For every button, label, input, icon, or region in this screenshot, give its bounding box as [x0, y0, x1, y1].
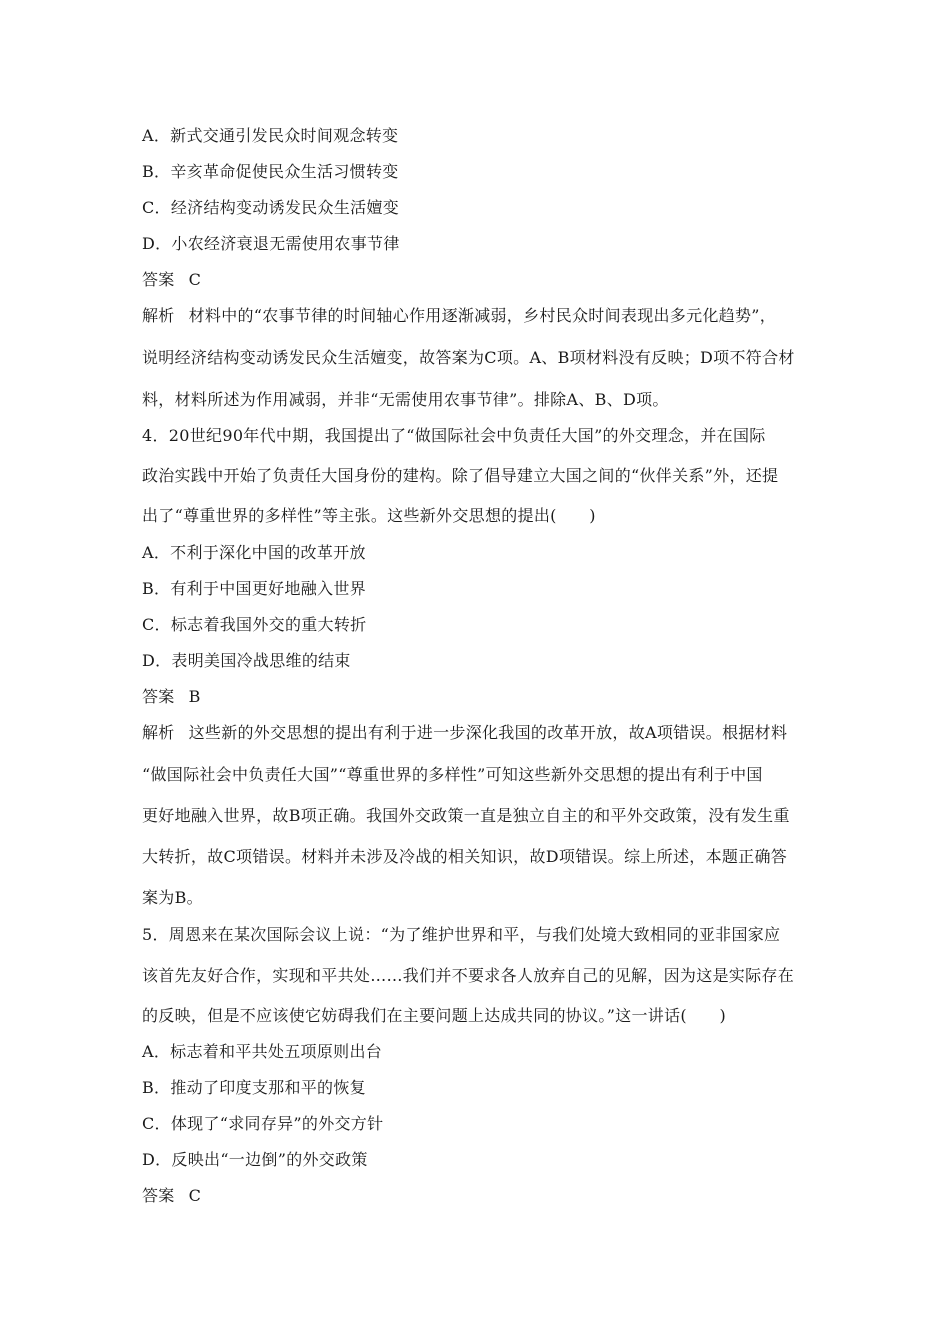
- q4-option-a: A．不利于深化中国的改革开放: [142, 543, 366, 562]
- q3-option-a: A．新式交通引发民众时间观念转变: [142, 126, 399, 145]
- q5-option-d: D．反映出“一边倒”的外交政策: [142, 1150, 368, 1169]
- q3-option-d: D．小农经济衰退无需使用农事节律: [142, 234, 400, 253]
- q3-option-b: B．辛亥革命促使民众生活习惯转变: [142, 162, 399, 181]
- q4-answer: [142, 687, 812, 707]
- q4-stem-line-1: 4．20世纪90年代中期，我国提出了“做国际社会中负责任大国”的外交理念，并在国际: [142, 426, 766, 445]
- analysis-label: 解析: [142, 306, 175, 325]
- q4-analysis-line-3: 更好地融入世界，故B项正确。我国外交政策一直是独立自主的和平外交政策，没有发生重: [142, 806, 790, 825]
- q3-analysis-line-1: [142, 306, 812, 326]
- q4-stem-line-3: 出了“尊重世界的多样性”等主张。这些新外交思想的提出( ): [142, 506, 596, 525]
- analysis-text: 这些新的外交思想的提出有利于进一步深化我国的改革开放，故A项错误。根据材料: [188, 723, 788, 742]
- q4-stem-line-2: 政治实践中开始了负责任大国身份的建构。除了倡导建立大国之间的“伙伴关系”外，还提: [142, 466, 779, 485]
- analysis-label: 解析: [142, 723, 175, 742]
- q4-analysis-line-5: 案为B。: [142, 888, 203, 907]
- answer-label: 答案: [142, 1186, 175, 1205]
- q5-stem-line-1: 5．周恩来在某次国际会议上说：“为了维护世界和平，与我们处境大致相同的亚非国家应: [142, 925, 781, 944]
- answer-label: 答案: [142, 687, 175, 706]
- q3-option-c: C．经济结构变动诱发民众生活嬗变: [142, 198, 400, 217]
- answer-value: B: [188, 687, 201, 706]
- q5-stem-line-3: 的反映，但是不应该使它妨碍我们在主要问题上达成共同的协议。”这一讲话( ): [142, 1006, 727, 1025]
- q4-option-b: B．有利于中国更好地融入世界: [142, 579, 366, 598]
- answer-label: 答案: [142, 270, 175, 289]
- q5-answer: [142, 1186, 812, 1206]
- q5-stem-line-2: 该首先友好合作，实现和平共处……我们并不要求各人放弃自己的见解，因为这是实际存在: [142, 966, 795, 985]
- q5-option-b: B．推动了印度支那和平的恢复: [142, 1078, 366, 1097]
- answer-value: C: [188, 270, 202, 289]
- q3-analysis-line-3: 料，材料所述为作用减弱，并非“无需使用农事节律”。排除A、B、D项。: [142, 390, 669, 409]
- analysis-text: 材料中的“农事节律的时间轴心作用逐渐减弱，乡村民众时间表现出多元化趋势”，: [188, 306, 777, 325]
- q4-analysis-line-4: 大转折，故C项错误。材料并未涉及冷战的相关知识，故D项错误。综上所述，本题正确答: [142, 847, 788, 866]
- q5-option-a: A．标志着和平共处五项原则出台: [142, 1042, 383, 1061]
- q3-answer: [142, 270, 812, 290]
- q4-analysis-line-1: [142, 723, 812, 743]
- q4-analysis-line-2: “做国际社会中负责任大国”“尊重世界的多样性”可知这些新外交思想的提出有利于中国: [142, 765, 763, 784]
- answer-value: C: [188, 1186, 202, 1205]
- q3-analysis-line-2: 说明经济结构变动诱发民众生活嬗变，故答案为C项。A、B项材料没有反映；D项不符合材: [142, 348, 795, 367]
- q4-option-c: C．标志着我国外交的重大转折: [142, 615, 367, 634]
- q4-option-d: D．表明美国冷战思维的结束: [142, 651, 351, 670]
- q5-option-c: C．体现了“求同存异”的外交方针: [142, 1114, 384, 1133]
